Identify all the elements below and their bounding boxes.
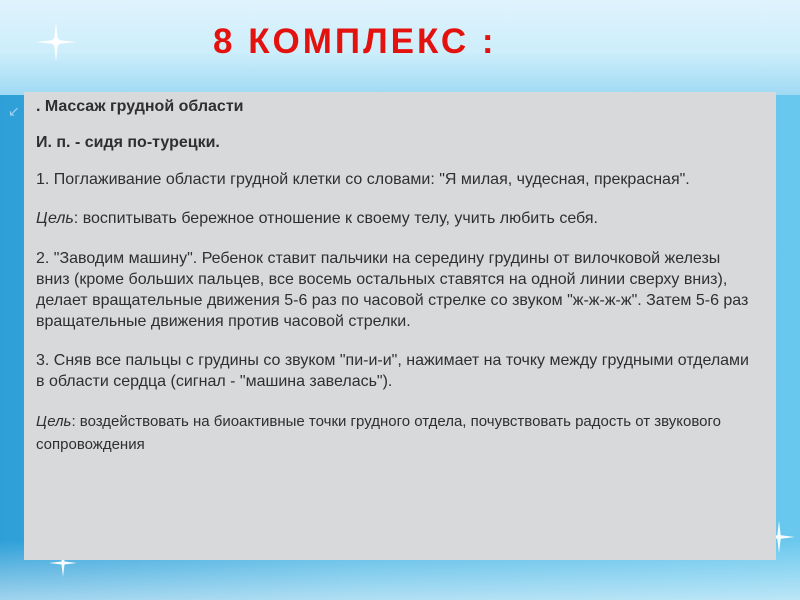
- step-3: 3. Сняв все пальцы с грудины со звуком "пи-и-и", нажимает на точку между грудными отделами в области сердца (сигнал - "машина завелась").: [36, 352, 749, 390]
- goal-label: Цель: [36, 413, 72, 430]
- slide-title: 8 КОМПЛЕКС :: [213, 22, 497, 61]
- starting-position: И. п. - сидя по-турецки.: [36, 134, 220, 151]
- sparkle-icon: [34, 20, 78, 64]
- goal-text: : воспитывать бережное отношение к своему телу, учить любить себя.: [73, 210, 598, 227]
- section-heading: . Массаж грудной области: [36, 98, 244, 115]
- goal-2: [36, 410, 756, 456]
- goal-label: Цель: [36, 210, 74, 227]
- step-1: 1. Поглаживание области грудной клетки со словами: "Я милая, чудесная, прекрасная".: [36, 171, 690, 188]
- arrow-down-left-icon: ↙: [8, 103, 20, 119]
- goal-1: [36, 208, 756, 229]
- goal-text: : воздействовать на биоактивные точки грудного отдела, почувствовать радость от звукового сопровождения: [36, 413, 721, 453]
- slide-content: [36, 96, 756, 456]
- step-2: 2. "Заводим машину". Ребенок ставит пальчики на середину грудины от вилочковой железы вниз (кроме больших пальцев, все восемь остальных ставятся на одной линии сверху вниз), делает вращательные движения 5-6 раз по часовой стрелке со звуком "ж-ж-ж-ж". Затем 5-6 раз вращательные движения против часовой стрелки.: [36, 250, 749, 330]
